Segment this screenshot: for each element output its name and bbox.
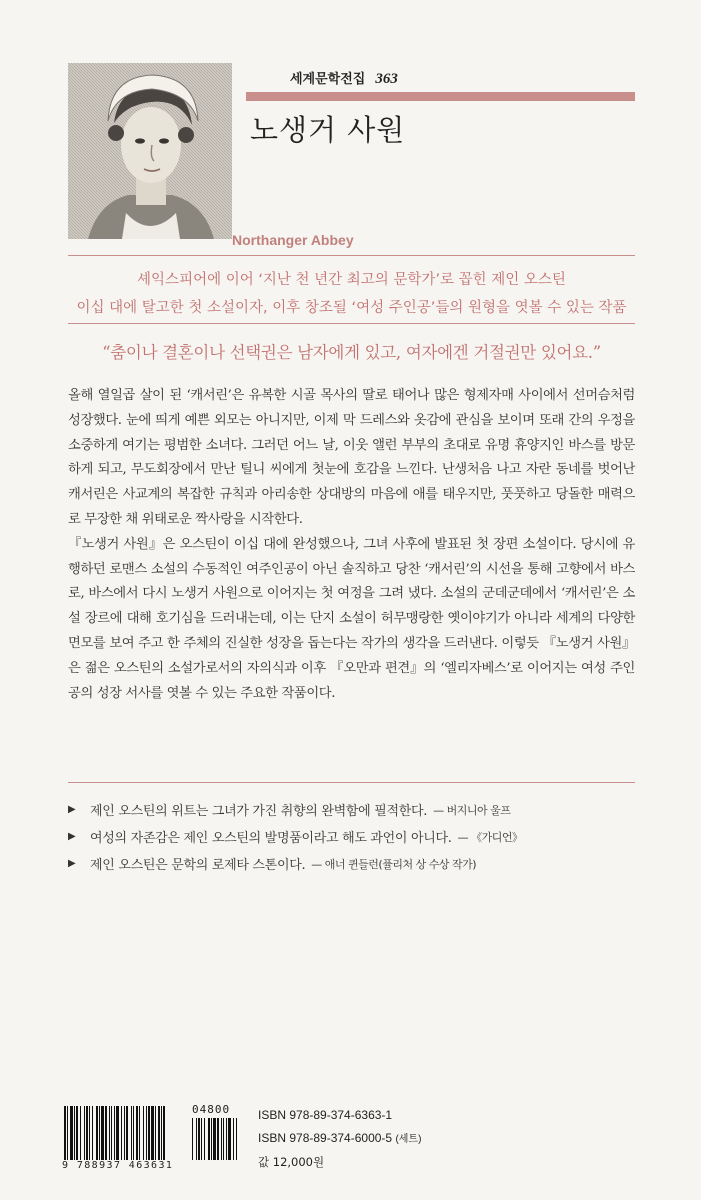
isbn-line [258,1108,392,1122]
author-portrait [68,63,232,239]
blurb-divider [68,782,635,783]
triangle-bullet-icon: ▶ [68,858,76,869]
series-name: 세계문학전집 [290,72,366,87]
blurb-source: — 버지니아 울프 [433,803,511,817]
synopsis-paragraph: 『노생거 사원』은 오스틴이 이십 대에 완성했으나, 그녀 사후에 발표된 첫 장편 소설이다. 당시에 유행하던 로맨스 소설의 수동적인 여주인공이 아닌 솔직하고 당찬 ‘캐서린’의 시선을 통해 고향에서 바스로, 바스에서 다시 노생거 사원으로 이어지는 첫 여정을 그려 냈다. 소설의 군데군데에서 ‘캐서린’은 소설 장르에 대해 호기심을 드러내는데, 이는 단지 소설이 허무맹랑한 옛이야기가 아니라 세계의 다양한 면모를 보여 주고 한 주체의 진실한 성장을 돕는다는 작가의 생각을 드러낸다. 이렇듯 『노생거 사원』은 젊은 오스틴의 소설가로서의 자의식과 이후 『오만과 편견』의 ‘엘리자베스’로 이어지는 여성 주인공의 성장 서사를 엿볼 수 있는 주요한 작품이다. [68,536,635,701]
book-title: 노생거 사원 [250,113,406,147]
series-number: 363 [375,71,398,87]
series-label [290,68,398,88]
blurb-source: — 애너 퀸들런(퓰리처 상 수상 작가) [311,857,476,871]
price: 값 12,000원 [258,1155,325,1169]
synopsis-paragraph: 올해 열일곱 살이 된 ‘캐서린’은 유복한 시골 목사의 딸로 태어나 많은 형제자매 사이에서 선머슴처럼 성장했다. 눈에 띄게 예쁜 외모는 아니지만, 이제 막 드레스와 옷감에 관심을 보이며 또래 간의 우정을 소중하게 여기는 평범한 소녀다. 그러던 어느 날, 이웃 앨런 부부의 초대로 유명 휴양지인 바스를 방문하게 되고, 무도회장에서 만난 틸니 씨에게 첫눈에 호감을 느낀다. 난생처음 나고 자란 동네를 벗어난 캐서린은 사교계의 복잡한 규칙과 아리송한 상대방의 마음에 애를 태우지만, 풋풋하고 당돌한 매력으로 무장한 채 위태로운 짝사랑을 시작한다. [68,388,635,527]
tagline-2: 이십 대에 탈고한 첫 소설이자, 이후 창조될 ‘여성 주인공’들의 원형을 엿볼 수 있는 작품 [76,300,627,316]
blurb-item [68,823,635,850]
tagline-divider [68,323,635,324]
blurb-text: 제인 오스틴은 문학의 로제타 스톤이다. [90,858,306,873]
top-divider [68,255,635,256]
blurb-text: 여성의 자존감은 제인 오스틴의 발명품이라고 해도 과언이 아니다. [90,831,452,846]
blurb-source: — 《가디언》 [457,830,523,844]
blurb-item [68,796,635,823]
isbn-number: ISBN 978-89-374-6000-5 [258,1131,393,1145]
triangle-bullet-icon: ▶ [68,804,76,815]
highlight-quote: “춤이나 결혼이나 선택권은 남자에게 있고, 여자에겐 거절권만 있어요.” [102,343,601,362]
blurb-text: 제인 오스틴의 위트는 그녀가 가진 취향의 완벽함에 필적한다. [90,804,428,819]
english-title: Northanger Abbey [232,232,354,248]
isbn-line [258,1130,421,1145]
isbn-number: ISBN 978-89-374-6363-1 [258,1108,393,1122]
blurb-item [68,850,635,877]
tagline-1: 셰익스피어에 이어 ‘지난 천 년간 최고의 문학가’로 꼽힌 제인 오스틴 [137,272,566,288]
synopsis [68,384,635,706]
barcode-addon-digits: 04800 [192,1103,231,1116]
isbn-note: (세트) [395,1134,422,1145]
review-blurbs [68,796,635,877]
title-accent-bar [246,92,635,101]
barcode-digits: 9 788937 463631 [62,1160,174,1171]
triangle-bullet-icon: ▶ [68,831,76,842]
